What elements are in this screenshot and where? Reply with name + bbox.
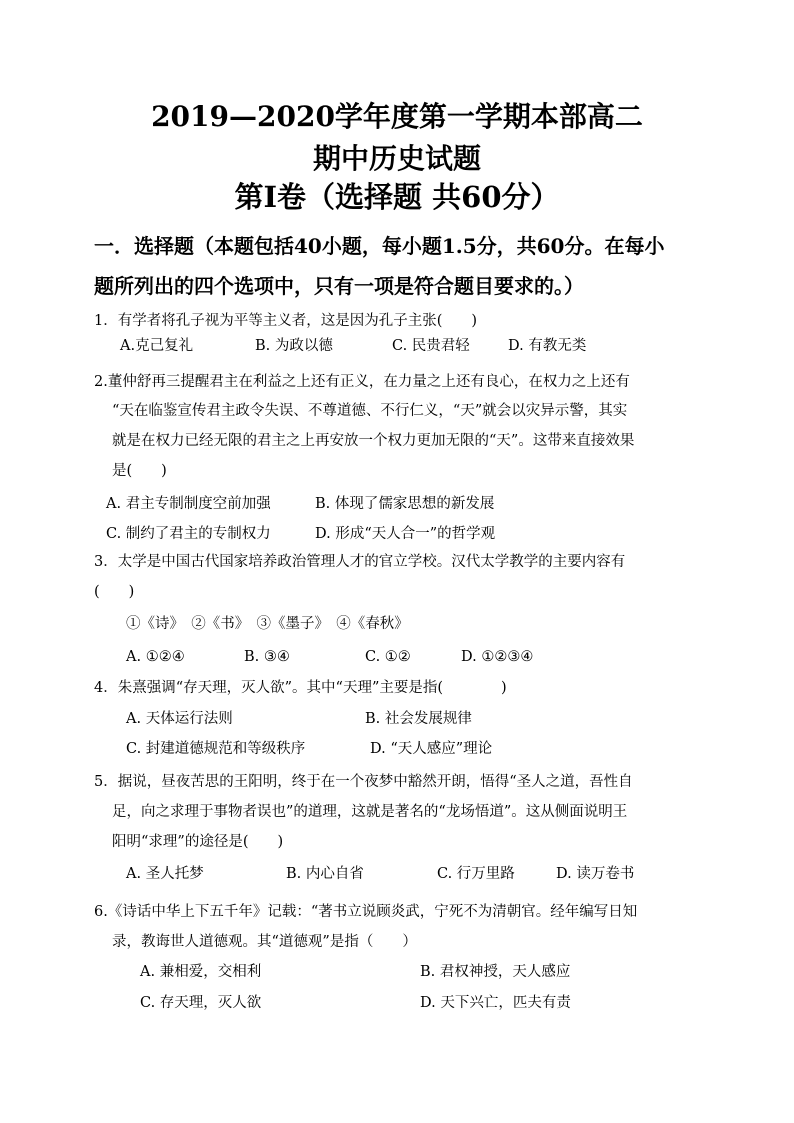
exam-title-line2: 期中历史试题: [312, 142, 481, 175]
question-1-option-a: A.克己复礼: [120, 338, 194, 354]
question-2-stem-line1: 2.董仲舒再三提醒君主在利益之上还有正义，在力量之上还有良心，在权力之上还有: [94, 374, 630, 390]
section-instruction-line2: 题所列出的四个选项中，只有一项是符合题目要求的。）: [94, 274, 584, 298]
question-3-option-b: B. ③④: [244, 649, 290, 665]
question-5-stem-line3: 阳明“求理”的途径是( ): [112, 834, 284, 850]
question-5-stem-line2: 足，向之求理于事物者误也”的道理，这就是著名的“龙场悟道”。这从侧面说明王: [112, 804, 628, 820]
question-5-option-a: A. 圣人托梦: [126, 866, 204, 882]
question-3-option-c: C. ①②: [365, 649, 411, 665]
question-6-option-b: B. 君权神授，天人感应: [420, 964, 571, 980]
question-3-option-d: D. ①②③④: [461, 649, 534, 665]
question-3-option-a: A. ①②④: [126, 649, 185, 665]
question-6-option-d: D. 天下兴亡，匹夫有责: [420, 995, 571, 1011]
question-6-stem-line2: 录，教诲世人道德观。其“道德观”是指（ ）: [112, 934, 417, 950]
question-3-stem-line1: 3．太学是中国古代国家培养政治管理人才的官立学校。汉代太学教学的主要内容有: [94, 554, 626, 570]
question-2-option-c: C. 制约了君主的专制权力: [106, 526, 271, 542]
question-2-stem-line3: 就是在权力已经无限的君主之上再安放一个权力更加无限的“天”。这带来直接效果: [112, 433, 635, 449]
question-5-option-d: D. 读万卷书: [556, 866, 635, 882]
question-5-stem-line1: 5．据说，昼夜苦思的王阳明，终于在一个夜梦中豁然开朗，悟得“圣人之道，吾性自: [94, 774, 633, 790]
question-4-option-a: A. 天体运行法则: [126, 711, 233, 727]
question-6-option-a: A. 兼相爱，交相利: [140, 964, 262, 980]
question-6-stem-line1: 6.《诗话中华上下五千年》记载：“著书立说顾炎武，宁死不为清朝官。经年编写日知: [94, 904, 638, 920]
question-4-option-c: C. 封建道德规范和等级秩序: [126, 741, 306, 757]
question-4-option-d: D. “天人感应”理论: [370, 741, 493, 757]
question-4-stem: 4．朱熹强调“存天理，灭人欲”。其中“天理”主要是指( ): [94, 680, 507, 696]
question-3-stem-line2: ( ): [94, 584, 135, 600]
question-1-option-c: C. 民贵君轻: [392, 338, 470, 354]
question-2-stem-line4: 是( ): [112, 463, 167, 479]
question-2-stem-line2: “天在临鉴宣传君主政令失误、不尊道德、不行仁义，“天”就会以灾异示警，其实: [112, 403, 628, 419]
question-6-option-c: C. 存天理，灭人欲: [140, 995, 262, 1011]
question-4-option-b: B. 社会发展规律: [365, 711, 472, 727]
question-2-option-b: B. 体现了儒家思想的新发展: [315, 496, 495, 512]
question-5-option-c: C. 行万里路: [437, 866, 515, 882]
question-5-option-b: B. 内心自省: [286, 866, 364, 882]
exam-title-line3: 第Ⅰ卷（选择题 共60分）: [234, 180, 560, 214]
question-2-option-d: D. 形成“天人合一”的哲学观: [315, 526, 496, 542]
exam-title-line1: 2019—2020学年度第一学期本部高二: [151, 100, 643, 133]
question-2-option-a: A. 君主专制制度空前加强: [106, 496, 271, 512]
section-instruction-line1: 一．选择题（本题包括40小题，每小题1.5分，共60分。在每小: [94, 234, 665, 258]
question-1-stem: 1．有学者将孔子视为平等主义者，这是因为孔子主张( ): [94, 313, 478, 329]
question-3-stem-line3: ①《诗》 ②《书》 ③《墨子》 ④《春秋》: [126, 616, 409, 632]
question-1-option-b: B. 为政以德: [255, 338, 333, 354]
question-1-option-d: D. 有教无类: [508, 338, 587, 354]
